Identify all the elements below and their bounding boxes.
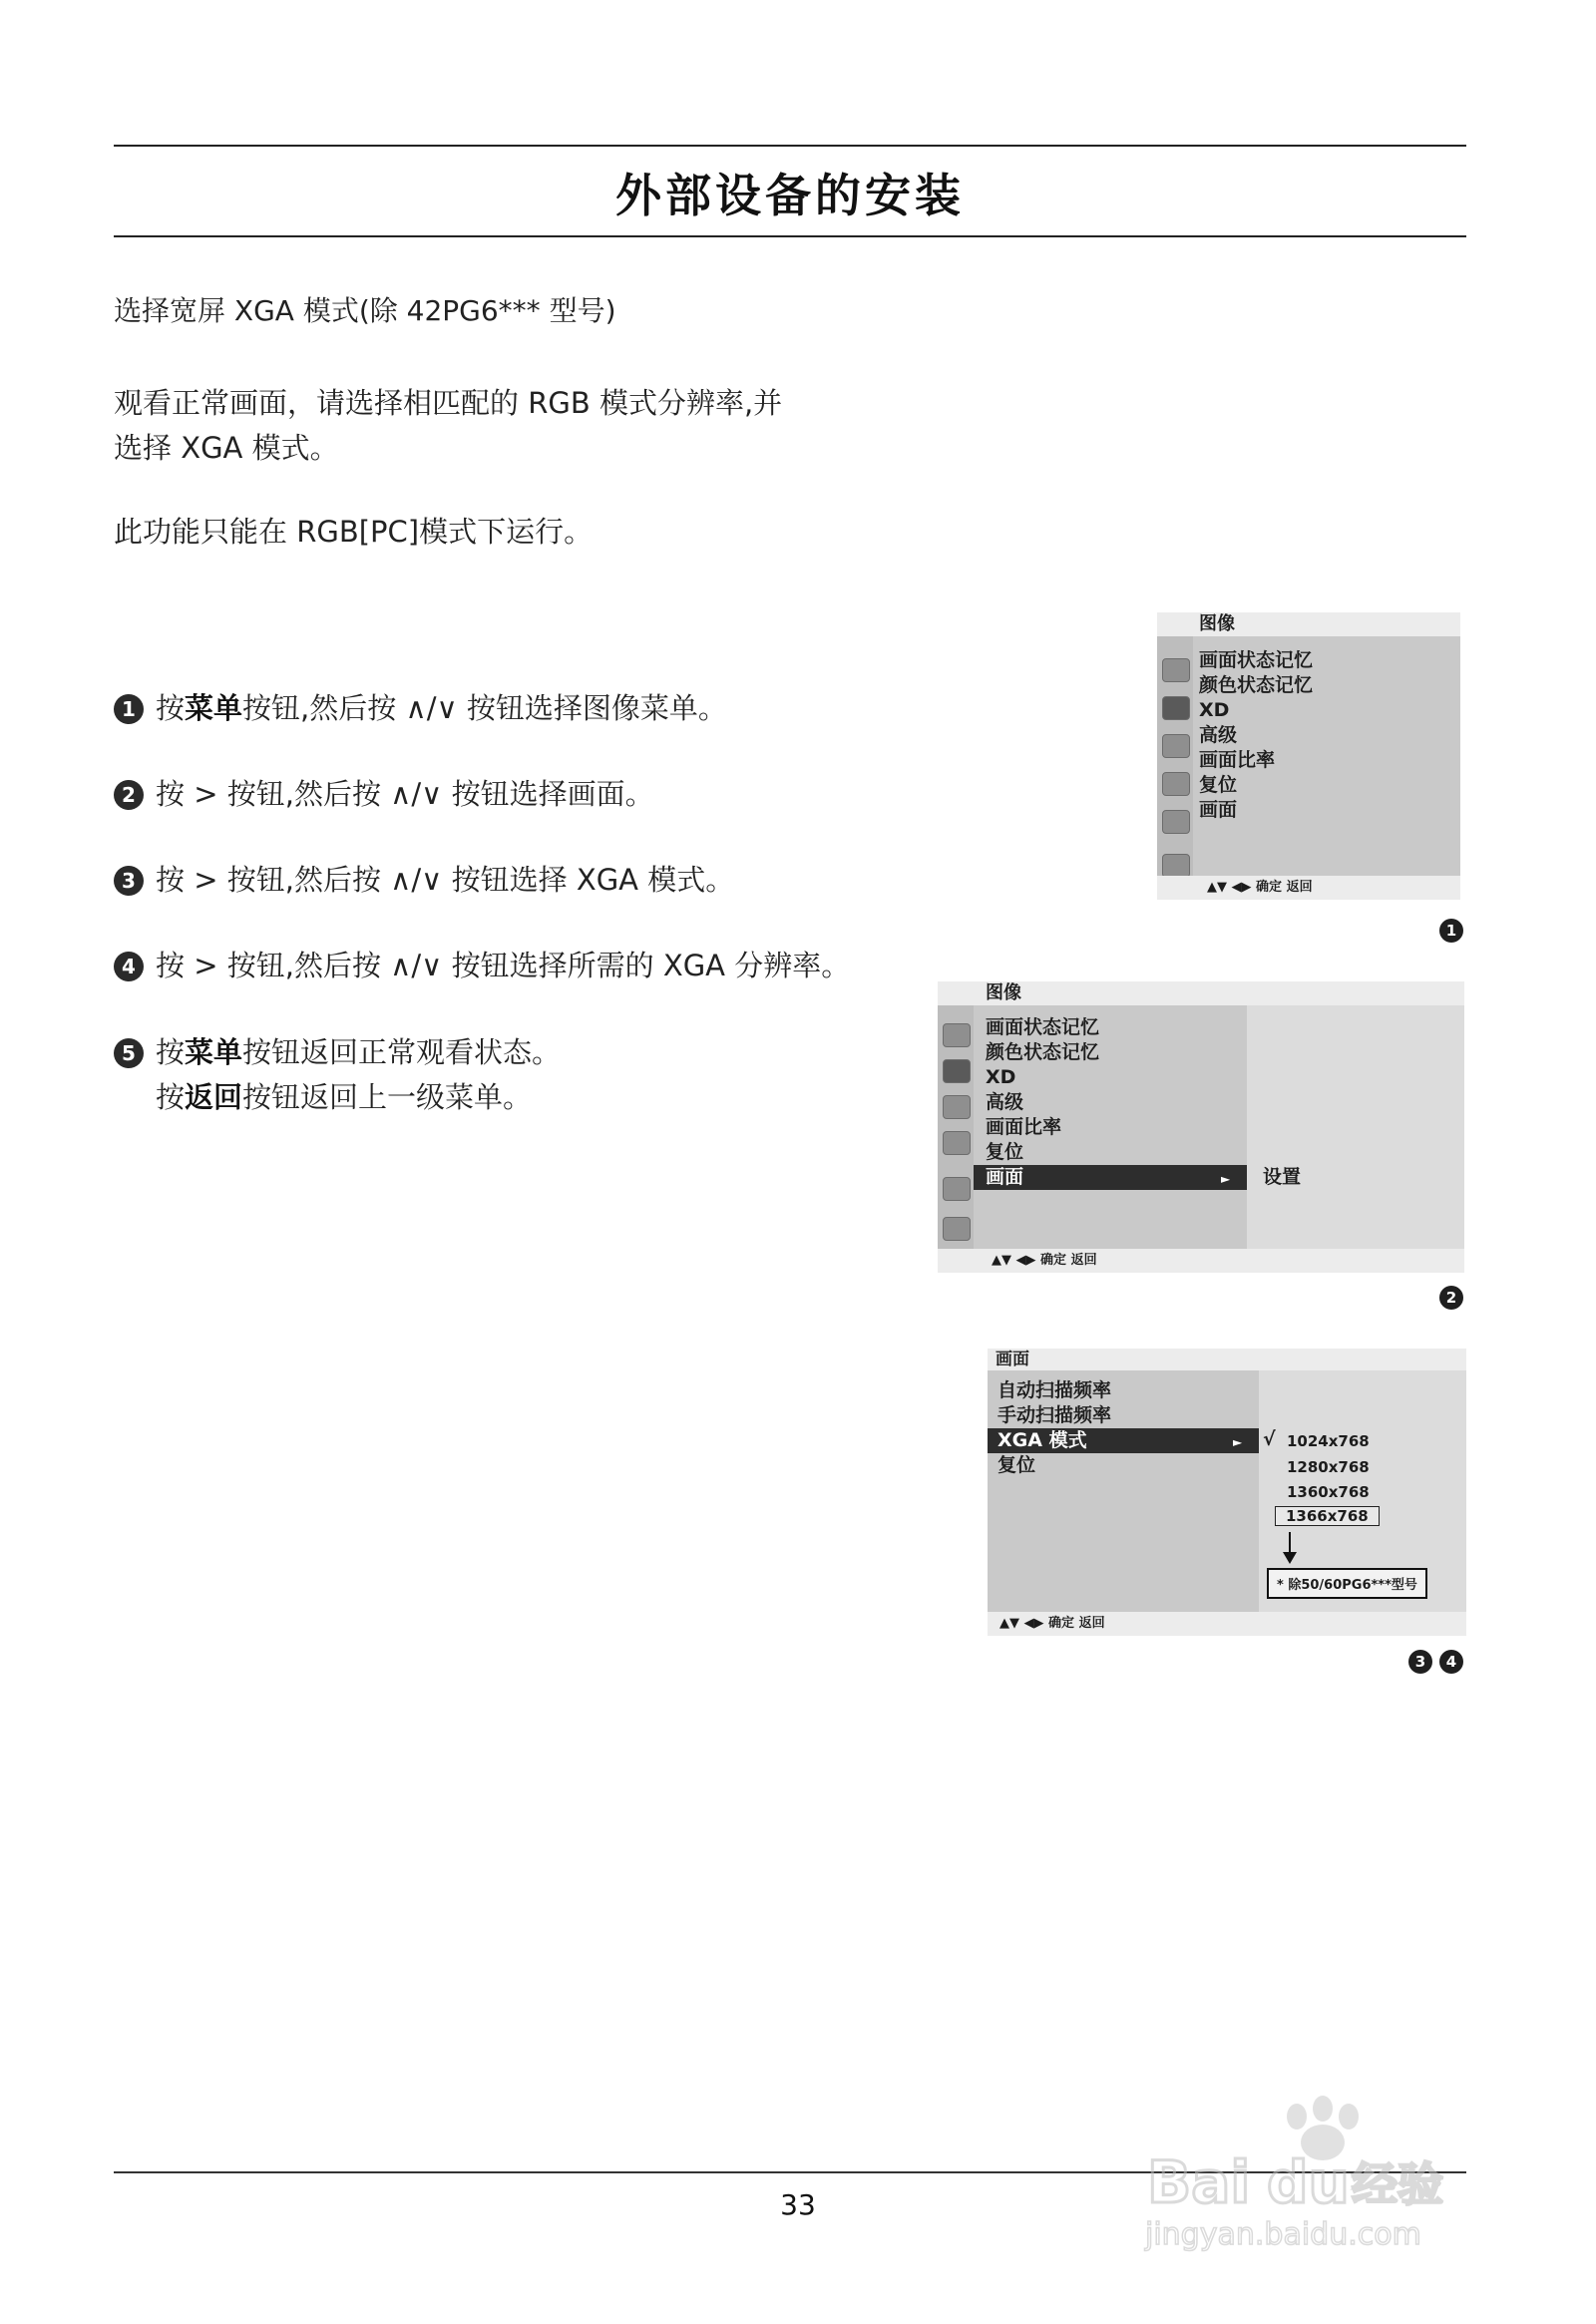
svg-text:Bai: Bai [1147, 2148, 1251, 2216]
menu-item[interactable]: 颜色状态记忆 [1199, 674, 1314, 696]
picture-icon [1162, 658, 1190, 682]
clock-icon [1162, 772, 1190, 796]
step-2 [114, 773, 654, 815]
figure-badge-4: 4 [1439, 1650, 1463, 1674]
osd-icon-column [938, 1005, 974, 1249]
osd-icon-column [1157, 636, 1193, 876]
menu-item[interactable]: 画面状态记忆 [1199, 649, 1314, 671]
intro-line-1: 观看正常画面，请选择相匹配的 RGB 模式分辨率,并 [114, 386, 783, 420]
disc-icon [943, 1095, 971, 1119]
arrow-right-icon: ► [1221, 1172, 1231, 1186]
menu-item[interactable]: 复位 [998, 1454, 1036, 1476]
clock-icon [943, 1131, 971, 1155]
step-text-post: 按钮返回正常观看状态。 [242, 1035, 562, 1069]
tv-icon [943, 1059, 971, 1083]
input-icon [943, 1217, 971, 1241]
step-text-pre: 按 [156, 691, 186, 725]
osd-footer: ▲▼ ◀▶ 确定 返回 [938, 1249, 1464, 1273]
menu-item[interactable]: 复位 [986, 1141, 1024, 1163]
menu-item[interactable]: 画面状态记忆 [986, 1016, 1100, 1038]
menu-keyword: 菜单 [185, 1035, 243, 1069]
menu-item[interactable]: 手动扫描频率 [998, 1404, 1112, 1426]
section-subtitle: 选择宽屏 XGA 模式(除 42PG6*** 型号) [114, 294, 616, 327]
tv-icon [1162, 696, 1190, 720]
step-5-line-2 [156, 1076, 532, 1118]
baidu-watermark-logo [1127, 2095, 1506, 2254]
down-arrow-icon [1289, 1532, 1291, 1554]
menu-item[interactable]: XD [1199, 699, 1230, 721]
menu-keyword: 菜单 [185, 691, 243, 725]
resolution-option[interactable]: 1280x768 [1287, 1458, 1370, 1476]
svg-text:du: du [1267, 2148, 1350, 2216]
lock-icon [943, 1177, 971, 1201]
model-note-box: * 除50/60PG6***型号 [1267, 1568, 1427, 1599]
page-title: 外部设备的安装 [615, 169, 965, 222]
osd-header: 图像 [938, 981, 1464, 1005]
menu-item[interactable]: 颜色状态记忆 [986, 1041, 1100, 1063]
page-number: 33 [780, 2188, 816, 2221]
step-text: 按 > 按钮,然后按 ∧/∨ 按钮选择 XGA 模式。 [156, 863, 735, 897]
step-5 [114, 1031, 561, 1073]
menu-item-selected[interactable] [988, 1428, 1259, 1453]
rgb-note: 此功能只能在 RGB[PC]模式下运行。 [114, 515, 594, 549]
osd-footer: ▲▼ ◀▶ 确定 返回 [1157, 876, 1460, 900]
step-text: 按 > 按钮,然后按 ∧/∨ 按钮选择所需的 XGA 分辨率。 [156, 949, 851, 982]
down-arrow-head-icon [1283, 1552, 1297, 1564]
intro-line-2: 选择 XGA 模式。 [114, 431, 339, 465]
osd-menu-picture-expanded [938, 981, 1464, 1273]
top-rule [114, 145, 1466, 147]
menu-item[interactable]: 画面 [1199, 799, 1238, 821]
step-number: 3 [114, 866, 144, 896]
disc-icon [1162, 734, 1190, 758]
menu-item-selected[interactable] [974, 1165, 1247, 1190]
step-1 [114, 687, 727, 729]
input-icon [1162, 854, 1190, 878]
step-3 [114, 859, 734, 901]
arrow-right-icon: ► [1233, 1435, 1243, 1449]
menu-item[interactable]: 高级 [1199, 724, 1238, 746]
menu-item[interactable]: 自动扫描频率 [998, 1379, 1112, 1401]
resolution-option-boxed[interactable]: 1366x768 [1275, 1506, 1380, 1526]
figure-badge-3: 3 [1408, 1650, 1432, 1674]
step-text-post: 按钮返回上一级菜单。 [242, 1080, 533, 1114]
figure-badge-2: 2 [1439, 1286, 1463, 1310]
step-text-pre: 按 [156, 1080, 186, 1114]
svg-text:jingyan.baidu.com: jingyan.baidu.com [1145, 2217, 1421, 2252]
svg-text:经验: 经验 [1352, 2157, 1443, 2211]
submenu-item-setup[interactable]: 设置 [1263, 1166, 1302, 1188]
osd-menu-screen [988, 1349, 1466, 1636]
return-keyword: 返回 [185, 1080, 243, 1114]
resolution-option[interactable]: 1024x768 [1287, 1432, 1370, 1450]
lock-icon [1162, 810, 1190, 834]
menu-item[interactable]: 画面比率 [1199, 749, 1276, 771]
osd-header: 图像 [1157, 612, 1460, 636]
menu-item[interactable]: 高级 [986, 1091, 1024, 1113]
osd-footer: ▲▼ ◀▶ 确定 返回 [988, 1612, 1466, 1636]
step-text: 按 > 按钮,然后按 ∧/∨ 按钮选择画面。 [156, 777, 654, 811]
menu-item[interactable]: 画面比率 [986, 1116, 1062, 1138]
resolution-option[interactable]: 1360x768 [1287, 1483, 1370, 1501]
step-number: 5 [114, 1038, 144, 1068]
figure-badge-1: 1 [1439, 919, 1463, 943]
check-icon: √ [1263, 1428, 1276, 1450]
picture-icon [943, 1023, 971, 1047]
step-4 [114, 945, 850, 986]
paw-logo-icon [1127, 2095, 1506, 2254]
step-text-pre: 按 [156, 1035, 186, 1069]
menu-item[interactable]: XD [986, 1066, 1016, 1088]
selected-label: XGA 模式 [998, 1429, 1087, 1451]
step-number: 4 [114, 952, 144, 981]
step-number: 1 [114, 694, 144, 724]
osd-submenu-panel [1247, 1005, 1464, 1249]
title-underline [114, 235, 1466, 237]
step-number: 2 [114, 780, 144, 810]
osd-header: 画面 [988, 1349, 1466, 1370]
step-text-post: 按钮,然后按 ∧/∨ 按钮选择图像菜单。 [242, 691, 727, 725]
osd-menu-picture [1157, 612, 1460, 900]
selected-label: 画面 [986, 1166, 1024, 1188]
menu-item[interactable]: 复位 [1199, 774, 1238, 796]
